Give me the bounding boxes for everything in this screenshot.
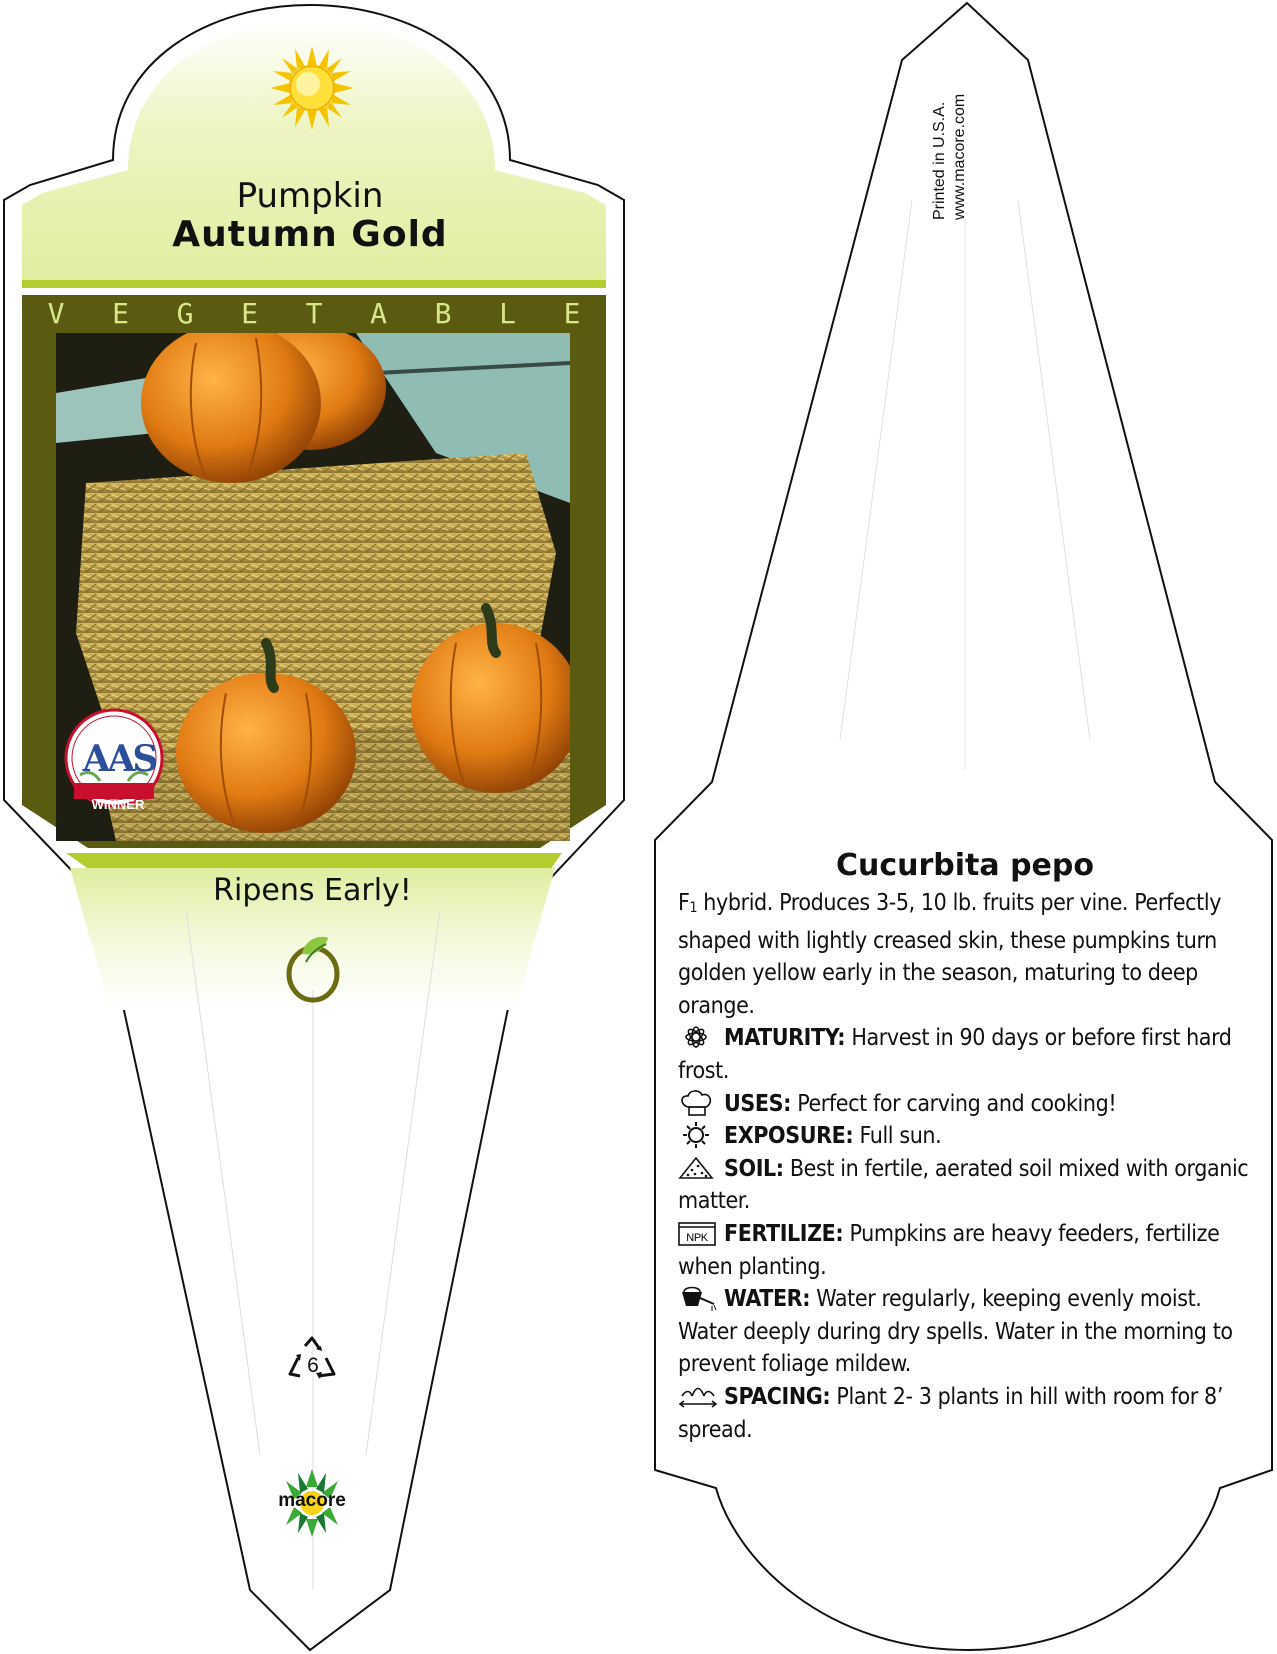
category-banner [22,297,606,331]
flower-icon [678,1023,718,1051]
water-label: WATER: [724,1286,811,1313]
aas-logo-text: AAS [82,738,156,780]
hybrid-prefix: F [678,890,690,916]
npk-icon [678,1219,718,1247]
category-letter: E [241,297,258,330]
maturity-item [678,1022,1258,1087]
category-letter: B [434,297,452,330]
uses-item [678,1088,1258,1121]
intro-paragraph [678,887,1258,1022]
hybrid-subscript: 1 [689,900,698,916]
fertilize-item [678,1218,1258,1283]
spacing-text: Plant 2- 3 plants in hill with room for 8’ spread. [678,1383,1223,1443]
chef-hat-icon [678,1089,718,1117]
watering-can-icon [678,1284,718,1312]
sun-icon [268,44,356,132]
fertilize-label: FERTILIZE: [724,1220,844,1247]
maturity-text: Harvest in 90 days or before first hard frost. [678,1025,1232,1084]
category-letter: L [499,297,516,330]
soil-icon [678,1154,718,1182]
uses-label: USES: [724,1090,792,1117]
water-item [678,1283,1258,1381]
spacing-label: SPACING: [724,1383,831,1410]
latin-name: Cucurbita pepo [835,848,1094,883]
soil-label: SOIL: [724,1155,784,1182]
category-letter: A [370,297,387,330]
water-text: Water regularly, keeping evenly moist. Water deeply during dry spells. Water in the morning to prevent foliage mildew. [678,1286,1233,1378]
recycle-number: 6 [307,1354,319,1377]
category-letter: E [112,297,129,330]
spacing-icon [678,1382,718,1410]
category-letter: V [47,297,65,330]
care-description [678,887,1258,1446]
exposure-text: Full sun. [853,1123,942,1150]
soil-item [678,1153,1258,1218]
sun-icon [678,1121,718,1149]
website-label: www.macore.com [951,93,968,220]
intro-text: hybrid. Produces 3-5, 10 lb. fruits per vine. Perfectly shaped with lightly creased skin, these pumpkins turn golden yellow early in the season, maturing to deep orange. [678,890,1222,1019]
spacing-item [678,1381,1258,1446]
lime-band-top [22,280,606,288]
soil-text: Best in fertile, aerated soil mixed with organic matter. [678,1155,1249,1215]
aas-winner-label: WINNER [91,797,145,812]
exposure-item [678,1120,1258,1153]
npk-text: NPK [686,1231,708,1244]
uses-text: Perfect for carving and cooking! [791,1090,1117,1117]
category-letter: T [305,297,323,330]
tagline: Ripens Early! [213,873,412,908]
category-letter: G [176,297,194,330]
maturity-label: MATURITY: [724,1025,846,1052]
variety-name: Autumn Gold [172,214,448,255]
sprout-icon [284,932,342,1004]
printed-info [930,50,968,220]
fertilize-text: Pumpkins are heavy feeders, fertilize when planting. [678,1220,1220,1280]
printed-in-label: Printed in U.S.A. [931,101,948,220]
brand-name: macore [278,1490,346,1511]
category-letter: E [563,297,581,330]
exposure-label: EXPOSURE: [724,1123,854,1150]
plant-type: Pumpkin [236,176,384,216]
